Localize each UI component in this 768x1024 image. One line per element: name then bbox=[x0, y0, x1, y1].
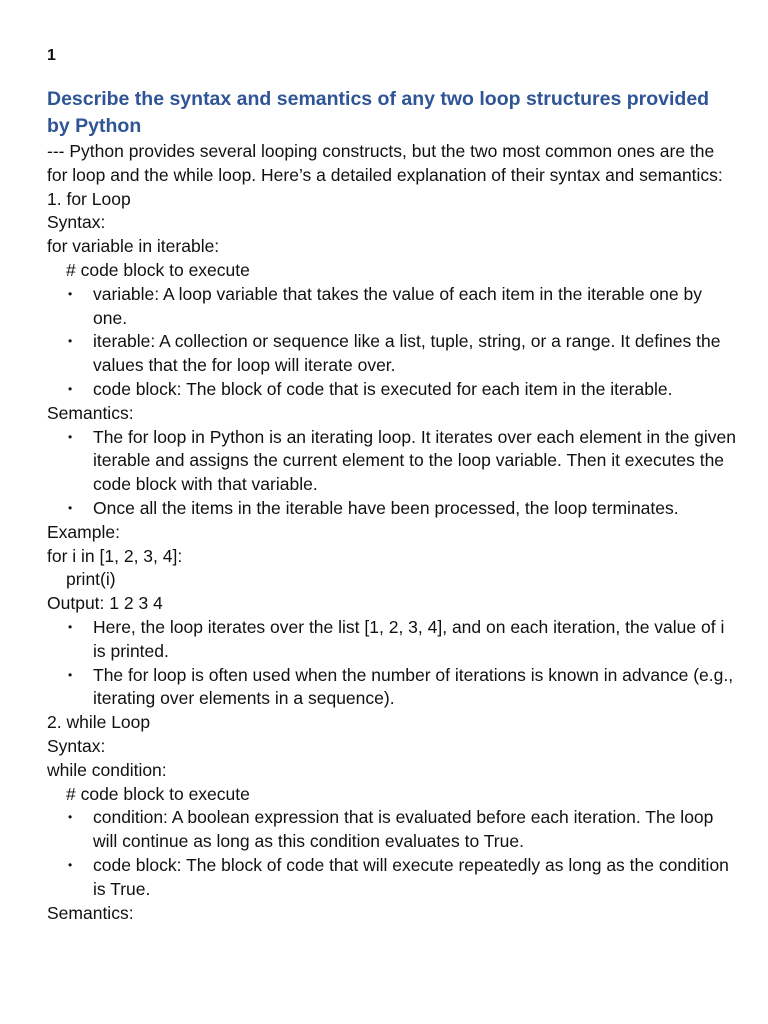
document-page bbox=[47, 44, 737, 925]
for-example-code-line-1: for i in [1, 2, 3, 4]: bbox=[47, 545, 183, 566]
intro-paragraph: --- Python provides several looping constructs, but the two most common ones are the for loop and the while loop. Here’s a detailed explanation of their syntax and semantics: bbox=[47, 141, 723, 185]
question-heading: Describe the syntax and semantics of any two loop structures provided by Python bbox=[47, 88, 710, 137]
page-number: 1 bbox=[47, 47, 56, 64]
bullet-icon: • bbox=[68, 500, 73, 515]
while-syntax-code-line-2: # code block to execute bbox=[66, 783, 250, 804]
bullet-text: The for loop in Python is an iterating loop. It iterates over each element in the given iterable and assigns the current element to the loop variable. Then it executes the code block with that variable. bbox=[93, 426, 737, 495]
bullet-icon: • bbox=[68, 381, 73, 396]
bullet-icon: • bbox=[68, 286, 73, 301]
for-syntax-label: Syntax: bbox=[47, 212, 106, 233]
while-syntax-code-line-1: while condition: bbox=[47, 759, 167, 780]
bullet-text: The for loop is often used when the number of iterations is known in advance (e.g., iterating over elements in a sequence). bbox=[93, 664, 734, 709]
list-item bbox=[47, 854, 737, 902]
for-syntax-code-line-1: for variable in iterable: bbox=[47, 236, 220, 257]
list-item bbox=[47, 330, 737, 378]
list-item bbox=[47, 283, 737, 331]
bullet-icon: • bbox=[68, 334, 73, 349]
bullet-text: code block: The block of code that will execute repeatedly as long as the condition is True. bbox=[93, 854, 729, 899]
for-example-label: Example: bbox=[47, 521, 120, 542]
bullet-text: Once all the items in the iterable have been processed, the loop terminates. bbox=[93, 497, 679, 518]
list-item bbox=[47, 497, 737, 521]
bullet-text: condition: A boolean expression that is evaluated before each iteration. The loop will continue as long as this condition evaluates to True. bbox=[93, 807, 714, 852]
bullet-text: code block: The block of code that is executed for each item in the iterable. bbox=[93, 378, 673, 399]
while-syntax-bullet-list bbox=[47, 806, 737, 901]
list-item bbox=[47, 664, 737, 712]
list-item bbox=[47, 806, 737, 854]
bullet-text: variable: A loop variable that takes the value of each item in the iterable one by one. bbox=[93, 283, 702, 328]
list-item bbox=[47, 378, 737, 402]
list-item bbox=[47, 426, 737, 497]
for-loop-title: 1. for Loop bbox=[47, 188, 131, 209]
for-example-output: Output: 1 2 3 4 bbox=[47, 593, 163, 614]
bullet-icon: • bbox=[68, 667, 73, 682]
bullet-icon: • bbox=[68, 429, 73, 444]
while-loop-title: 2. while Loop bbox=[47, 712, 151, 733]
bullet-text: Here, the loop iterates over the list [1, 2, 3, 4], and on each iteration, the value of i is printed. bbox=[93, 616, 725, 661]
for-semantics-bullet-list bbox=[47, 426, 737, 521]
bullet-icon: • bbox=[68, 857, 73, 872]
for-example-bullet-list bbox=[47, 616, 737, 711]
bullet-icon: • bbox=[68, 619, 73, 634]
bullet-text: iterable: A collection or sequence like a list, tuple, string, or a range. It defines the values that the for loop will iterate over. bbox=[93, 331, 721, 376]
list-item bbox=[47, 616, 737, 664]
while-syntax-label: Syntax: bbox=[47, 735, 106, 756]
for-example-code-line-2: print(i) bbox=[66, 569, 116, 590]
while-semantics-label: Semantics: bbox=[47, 902, 134, 923]
bullet-icon: • bbox=[68, 810, 73, 825]
for-syntax-bullet-list bbox=[47, 283, 737, 402]
for-syntax-code-line-2: # code block to execute bbox=[66, 259, 250, 280]
for-semantics-label: Semantics: bbox=[47, 402, 134, 423]
